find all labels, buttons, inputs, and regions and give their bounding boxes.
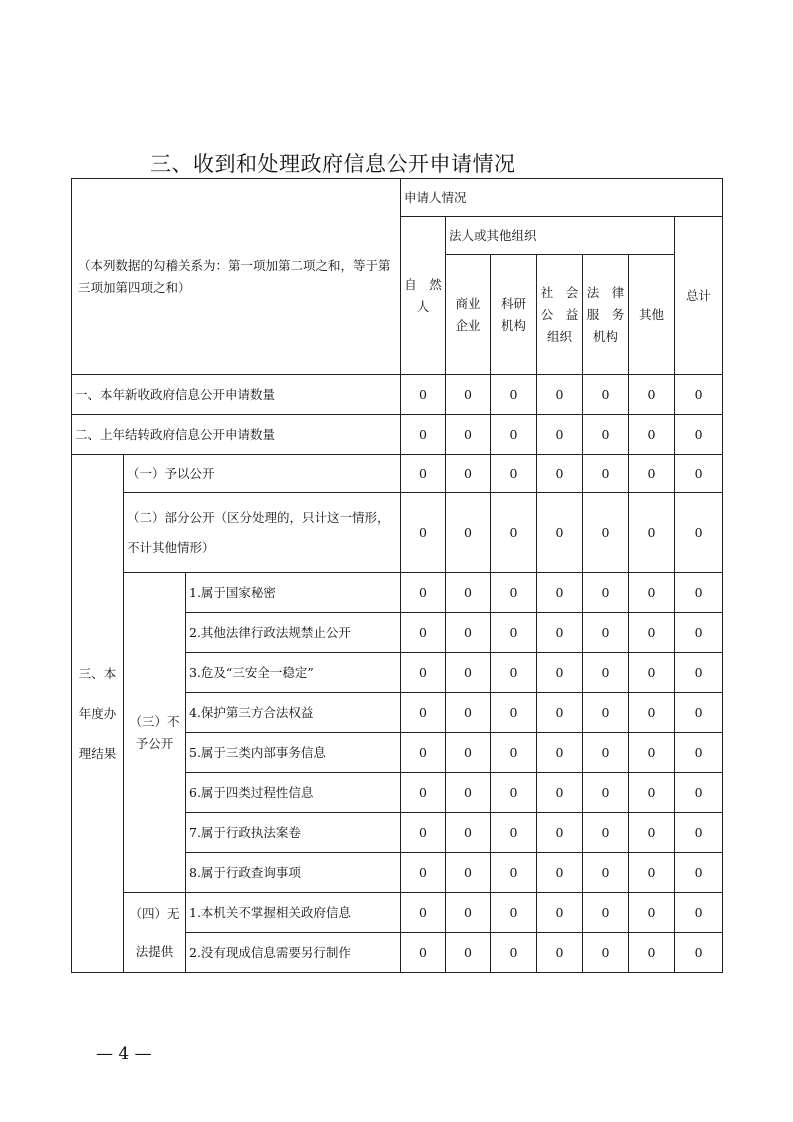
cell-value: 0 (583, 653, 629, 693)
group4-label: （四）无 法提供 (124, 893, 186, 973)
table-row (72, 573, 723, 613)
cell-value: 0 (401, 613, 446, 653)
cell-value: 0 (537, 893, 583, 933)
cell-value: 0 (446, 733, 491, 773)
row-label: 5.属于三类内部事务信息 (186, 733, 401, 773)
cell-value: 0 (446, 573, 491, 613)
applicant-situation-header: 申请人情况 (401, 179, 723, 217)
cell-value: 0 (583, 613, 629, 653)
legal-service-header: 法 律 服 务 机构 (583, 255, 629, 375)
cell-value: 0 (401, 813, 446, 853)
row-label: 8.属于行政查询事项 (186, 853, 401, 893)
cell-value: 0 (491, 415, 537, 455)
cell-value: 0 (583, 813, 629, 853)
cell-value: 0 (629, 375, 675, 415)
row-label: （一）予以公开 (124, 455, 401, 493)
row-label: 二、上年结转政府信息公开申请数量 (72, 415, 401, 455)
cell-value: 0 (675, 693, 723, 733)
cell-value: 0 (401, 733, 446, 773)
cell-value: 0 (583, 375, 629, 415)
cell-value: 0 (537, 375, 583, 415)
cell-value: 0 (675, 415, 723, 455)
row-label: 7.属于行政执法案卷 (186, 813, 401, 853)
cell-value: 0 (401, 893, 446, 933)
cell-value: 0 (446, 933, 491, 973)
cell-value: 0 (583, 933, 629, 973)
cell-value: 0 (446, 693, 491, 733)
social-welfare-header: 社 会 公 益 组织 (537, 255, 583, 375)
group3-label: （三）不 予公开 (124, 573, 186, 893)
cell-value: 0 (583, 853, 629, 893)
cell-value: 0 (583, 733, 629, 773)
cell-value: 0 (401, 773, 446, 813)
cell-value: 0 (446, 455, 491, 493)
section3-label: 三、本 年度办 理结果 (72, 455, 124, 973)
row-label: 3.危及“三安全一稳定” (186, 653, 401, 693)
cell-value: 0 (401, 693, 446, 733)
cell-value: 0 (583, 893, 629, 933)
cell-value: 0 (583, 773, 629, 813)
cell-value: 0 (401, 853, 446, 893)
section-title: 三、收到和处理政府信息公开申请情况 (150, 152, 516, 176)
cell-value: 0 (491, 693, 537, 733)
cell-value: 0 (537, 455, 583, 493)
cell-value: 0 (446, 773, 491, 813)
cell-value: 0 (491, 853, 537, 893)
cell-value: 0 (537, 933, 583, 973)
application-stats-table (71, 178, 723, 973)
cell-value: 0 (401, 653, 446, 693)
research-header: 科研 机构 (491, 255, 537, 375)
cell-value: 0 (675, 573, 723, 613)
row-label: 6.属于四类过程性信息 (186, 773, 401, 813)
cell-value: 0 (446, 493, 491, 573)
cell-value: 0 (629, 733, 675, 773)
cell-value: 0 (629, 415, 675, 455)
table-row (72, 493, 723, 573)
cell-value: 0 (401, 573, 446, 613)
cell-value: 0 (491, 933, 537, 973)
cell-value: 0 (629, 893, 675, 933)
cell-value: 0 (401, 493, 446, 573)
row-label: 一、本年新收政府信息公开申请数量 (72, 375, 401, 415)
cell-value: 0 (675, 653, 723, 693)
cell-value: 0 (629, 613, 675, 653)
cell-value: 0 (537, 653, 583, 693)
cell-value: 0 (446, 893, 491, 933)
legal-org-header: 法人或其他组织 (446, 217, 675, 255)
cell-value: 0 (629, 933, 675, 973)
cell-value: 0 (537, 573, 583, 613)
cell-value: 0 (675, 613, 723, 653)
row-label: 2.没有现成信息需要另行制作 (186, 933, 401, 973)
cell-value: 0 (491, 733, 537, 773)
row-label: 2.其他法律行政法规禁止公开 (186, 613, 401, 653)
commercial-header: 商业 企业 (446, 255, 491, 375)
cell-value: 0 (446, 375, 491, 415)
cell-value: 0 (537, 773, 583, 813)
row-label: 1.本机关不掌握相关政府信息 (186, 893, 401, 933)
cell-value: 0 (491, 573, 537, 613)
cell-value: 0 (583, 493, 629, 573)
table-row (72, 375, 723, 415)
cell-value: 0 (675, 933, 723, 973)
cell-value: 0 (446, 653, 491, 693)
cell-value: 0 (401, 933, 446, 973)
cell-value: 0 (629, 773, 675, 813)
cell-value: 0 (629, 693, 675, 733)
cell-value: 0 (491, 493, 537, 573)
cell-value: 0 (401, 415, 446, 455)
table-row (72, 893, 723, 933)
page-number: — 4 — (96, 1044, 152, 1064)
cell-value: 0 (675, 773, 723, 813)
natural-person-header: 自 然 人 (401, 217, 446, 375)
cell-value: 0 (675, 375, 723, 415)
cell-value: 0 (537, 813, 583, 853)
cell-value: 0 (537, 613, 583, 653)
row-label: 4.保护第三方合法权益 (186, 693, 401, 733)
cell-value: 0 (491, 813, 537, 853)
total-header: 总计 (675, 217, 723, 375)
table-row (72, 455, 723, 493)
cell-value: 0 (629, 493, 675, 573)
cell-value: 0 (629, 853, 675, 893)
cell-value: 0 (491, 773, 537, 813)
cell-value: 0 (491, 653, 537, 693)
cell-value: 0 (491, 613, 537, 653)
header-note: （本列数据的勾稽关系为：第一项加第二项之和，等于第三项加第四项之和） (72, 179, 401, 375)
cell-value: 0 (583, 573, 629, 613)
cell-value: 0 (629, 813, 675, 853)
cell-value: 0 (491, 455, 537, 493)
row-label: （二）部分公开（区分处理的，只计这一情形， 不计其他情形） (124, 493, 401, 573)
other-header: 其他 (629, 255, 675, 375)
cell-value: 0 (675, 733, 723, 773)
cell-value: 0 (491, 893, 537, 933)
cell-value: 0 (537, 733, 583, 773)
cell-value: 0 (675, 853, 723, 893)
cell-value: 0 (537, 693, 583, 733)
cell-value: 0 (537, 853, 583, 893)
cell-value: 0 (675, 455, 723, 493)
cell-value: 0 (675, 813, 723, 853)
cell-value: 0 (446, 813, 491, 853)
cell-value: 0 (629, 573, 675, 613)
cell-value: 0 (446, 415, 491, 455)
table-row (72, 415, 723, 455)
cell-value: 0 (537, 493, 583, 573)
cell-value: 0 (401, 375, 446, 415)
cell-value: 0 (583, 455, 629, 493)
cell-value: 0 (675, 893, 723, 933)
cell-value: 0 (446, 613, 491, 653)
cell-value: 0 (629, 455, 675, 493)
cell-value: 0 (401, 455, 446, 493)
cell-value: 0 (675, 493, 723, 573)
cell-value: 0 (583, 415, 629, 455)
cell-value: 0 (629, 653, 675, 693)
cell-value: 0 (537, 415, 583, 455)
cell-value: 0 (583, 693, 629, 733)
row-label: 1.属于国家秘密 (186, 573, 401, 613)
cell-value: 0 (491, 375, 537, 415)
cell-value: 0 (446, 853, 491, 893)
